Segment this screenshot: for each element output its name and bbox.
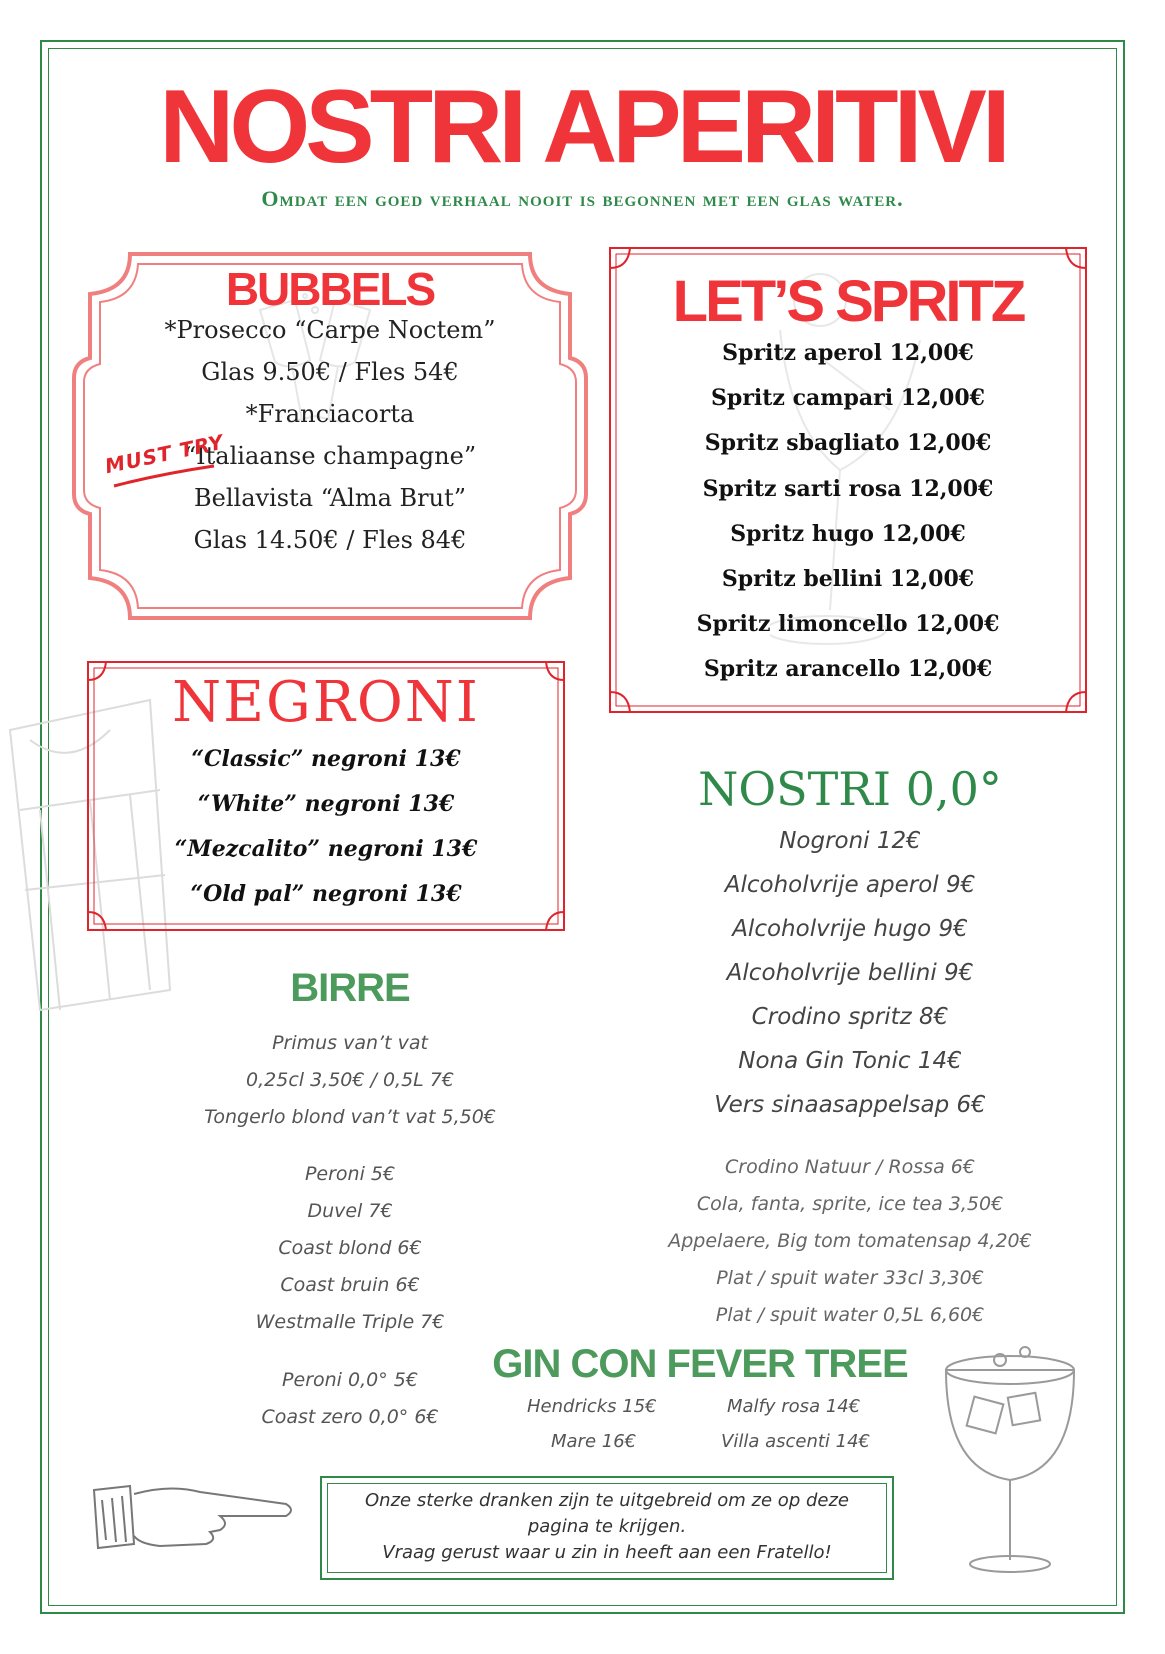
negroni-item: “Classic” negroni 13€	[191, 746, 461, 772]
gin-item: Malfy rosa 14€	[727, 1396, 861, 1417]
spritz-item: Spritz limoncello 12,00€	[696, 611, 1000, 637]
birre-item: 0,25cl 3,50€ / 0,5L 7€	[246, 1069, 454, 1091]
must-try-underline	[110, 462, 220, 492]
birre-item: Peroni 5€	[304, 1163, 396, 1185]
spritz-item: Spritz aperol 12,00€	[722, 340, 974, 366]
negroni-item: “Old pal” negroni 13€	[190, 881, 462, 907]
nostri-zero-item: Nogroni 12€	[779, 828, 921, 854]
spritz-item: Spritz sbagliato 12,00€	[704, 430, 992, 456]
gin-glass-icon	[940, 1340, 1090, 1580]
spritz-item: Spritz arancello 12,00€	[703, 656, 993, 682]
spritz-item: Spritz campari 12,00€	[711, 385, 985, 411]
birre-item: Primus van’t vat	[272, 1032, 428, 1054]
nostri-zero-item: Vers sinaasappelsap 6€	[714, 1092, 986, 1118]
gin-title: GIN CON FEVER TREE	[492, 1342, 908, 1386]
negroni-title: NEGRONI	[172, 670, 480, 735]
negroni-item: “Mezcalito” negroni 13€	[174, 836, 478, 862]
bubbels-title: BUBBELS	[225, 263, 435, 315]
birre-item: Coast blond 6€	[278, 1237, 422, 1259]
gin-item: Hendricks 15€	[527, 1396, 657, 1417]
nostri-zero-item: Alcoholvrije bellini 9€	[726, 960, 974, 986]
nostri-zero-title: NOSTRI 0,0°	[698, 762, 1002, 816]
bubbels-line: “Italiaanse champagne”	[183, 442, 477, 470]
birre-item: Westmalle Triple 7€	[255, 1311, 445, 1333]
birre-title: BIRRE	[290, 966, 410, 1010]
page-title: NOSTRI APERITIVI	[159, 69, 1006, 185]
bubbels-line: *Franciacorta	[245, 400, 415, 428]
nostri-zero-item: Nona Gin Tonic 14€	[738, 1048, 962, 1074]
must-try-badge: MUST TRY	[102, 429, 227, 479]
page-subtitle: Omdat een goed verhaal nooit is begonnen met een glas water.	[261, 186, 904, 211]
birre-item: Coast bruin 6€	[280, 1274, 420, 1296]
soft-drink-item: Crodino Natuur / Rossa 6€	[725, 1156, 975, 1178]
bubbels-line: Bellavista “Alma Brut”	[194, 484, 466, 512]
soft-drink-item: Plat / spuit water 33cl 3,30€	[716, 1267, 984, 1289]
birre-item: Duvel 7€	[307, 1200, 393, 1222]
bubbels-line: Glas 9.50€ / Fles 54€	[201, 358, 459, 386]
soft-drink-item: Plat / spuit water 0,5L 6,60€	[715, 1304, 985, 1326]
nostri-zero-item: Alcoholvrije hugo 9€	[732, 916, 968, 942]
birre-item: Tongerlo blond van’t vat 5,50€	[204, 1106, 496, 1128]
spritz-item: Spritz bellini 12,00€	[721, 566, 975, 592]
nostri-zero-item: Alcoholvrije aperol 9€	[724, 872, 976, 898]
nostri-zero-item: Crodino spritz 8€	[751, 1004, 949, 1030]
pointing-hand-icon	[90, 1470, 300, 1560]
spritz-title: LET’S SPRITZ	[672, 269, 1024, 334]
soft-drink-item: Cola, fanta, sprite, ice tea 3,50€	[696, 1193, 1004, 1215]
spritz-item: Spritz sarti rosa 12,00€	[702, 476, 994, 502]
birre-item: Peroni 0,0° 5€	[282, 1369, 418, 1391]
bubbels-line: *Prosecco “Carpe Noctem”	[164, 316, 496, 344]
footer-line: pagina te krijgen.	[527, 1516, 687, 1537]
soft-drink-item: Appelaere, Big tom tomatensap 4,20€	[668, 1230, 1032, 1252]
birre-item: Coast zero 0,0° 6€	[261, 1406, 439, 1428]
gin-item: Villa ascenti 14€	[721, 1431, 870, 1452]
spritz-item: Spritz hugo 12,00€	[730, 521, 966, 547]
gin-item: Mare 16€	[551, 1431, 637, 1452]
bubbels-line: Glas 14.50€ / Fles 84€	[193, 526, 467, 554]
footer-line: Onze sterke dranken zijn te uitgebreid om ze op deze	[365, 1490, 849, 1511]
footer-line: Vraag gerust waar u zin in heeft aan een Fratello!	[382, 1542, 832, 1563]
negroni-item: “White” negroni 13€	[197, 791, 455, 817]
